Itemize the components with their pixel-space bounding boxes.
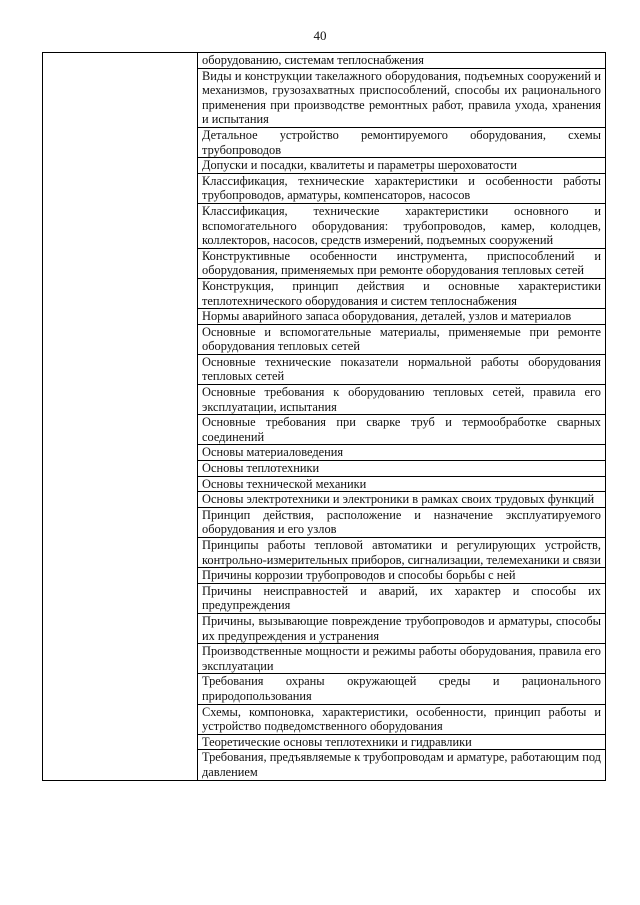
table-row: Основы материаловедения	[198, 444, 605, 460]
table-row: оборудованию, системам теплоснабжения	[202, 53, 424, 67]
table-row: Основы теплотехники	[198, 460, 605, 476]
table-row: Причины коррозии трубопроводов и способы борьбы с ней	[198, 567, 605, 583]
table-label-column	[43, 53, 198, 780]
table-row: Основы электротехники и электроники в рамках своих трудовых функций	[198, 491, 605, 507]
table-row: Причины, вызывающие повреждение трубопроводов и арматуры, способы их предупреждения и устранения	[198, 613, 605, 643]
table-row: Основные требования к оборудованию тепловых сетей, правила его эксплуатации, испытания	[198, 384, 605, 414]
table-row: Классификация, технические характеристики основного и вспомогательного оборудования: трубопроводов, камер, колодцев, коллекторов, насосов, средств измерений, подъемных сооружений	[198, 203, 605, 248]
table-row: Схемы, компоновка, характеристики, особенности, принцип работы и устройство подведомственного оборудования	[198, 704, 605, 734]
table-row: Требования, предъявляемые к трубопроводам и арматуре, работающим под давлением	[198, 749, 605, 779]
table-row: Допуски и посадки, квалитеты и параметры шероховатости	[198, 157, 605, 173]
table-row: Конструктивные особенности инструмента, приспособлений и оборудования, применяемых при ремонте оборудования тепловых сетей	[198, 248, 605, 278]
table-row: Основы технической механики	[198, 476, 605, 492]
table-row: Основные технические показатели нормальной работы оборудования тепловых сетей	[198, 354, 605, 384]
table-row: Классификация, технические характеристики и особенности работы трубопроводов, арматуры, компенсаторов, насосов	[198, 173, 605, 203]
knowledge-table	[42, 52, 606, 781]
table-row: Теоретические основы теплотехники и гидравлики	[198, 734, 605, 750]
table-row: Детальное устройство ремонтируемого оборудования, схемы трубопроводов	[198, 127, 605, 157]
table-row: Производственные мощности и режимы работы оборудования, правила его эксплуатации	[198, 643, 605, 673]
table-row: Принципы работы тепловой автоматики и регулирующих устройств, контрольно-измерительных приборов, сигнализации, телемеханики и связи	[198, 537, 605, 567]
table-row: Основные и вспомогательные материалы, применяемые при ремонте оборудования тепловых сетей	[198, 324, 605, 354]
table-row: Основные требования при сварке труб и термообработке сварных соединений	[198, 414, 605, 444]
table-row: Требования охраны окружающей среды и рационального природопользования	[198, 673, 605, 703]
table-row: Конструкция, принцип действия и основные характеристики теплотехнического оборудования и систем теплоснабжения	[198, 278, 605, 308]
page-number: 40	[313, 28, 327, 43]
table-content-column	[198, 53, 605, 780]
table-row: Виды и конструкции такелажного оборудования, подъемных сооружений и механизмов, грузозахватных приспособлений, способы их рационального применения при производстве ремонтных работ, правила ухода, хранения и испытания	[198, 68, 605, 127]
table-row: Принцип действия, расположение и назначение эксплуатируемого оборудования и его узлов	[198, 507, 605, 537]
table-row: Причины неисправностей и аварий, их характер и способы их предупреждения	[198, 583, 605, 613]
table-row: Нормы аварийного запаса оборудования, деталей, узлов и материалов	[198, 308, 605, 324]
